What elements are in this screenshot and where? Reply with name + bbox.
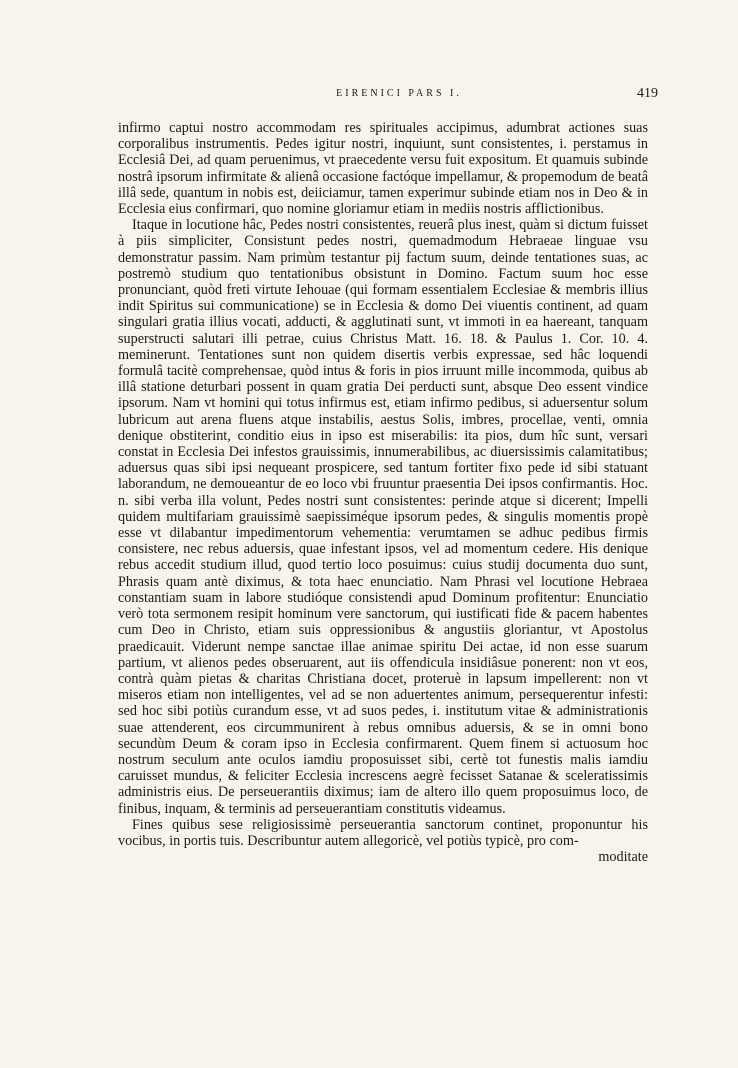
page-header: [120, 88, 658, 108]
paragraph-2: Itaque in locutione hâc, Pedes nostri consistentes, reuerâ plus inest, quàm si dictum fuisset à piis simpliciter, Consistunt pedes nostri, quemadmodum Hebraeae linguae vsu demonstratur passim. Nam primùm testantur pij factum suum, deinde tentationes suas, ac postremò studium quo tentationibus obsistunt in Domino. Factum suum hoc esse pronunciant, quòd freti virtute Iehouae (qui formam essentialem Ecclesiae & membris illius indit Spiritus sui communicatione) se in Ecclesia & domo Dei viuentis continent, ad quam singulari gratia illius vocati, adducti, & agglutinati sunt, vt immoti in ea haereant, tanquam superstructi salutari illi petrae, cuius Christus Matt. 16. 18. & Paulus 1. Cor. 10. 4. meminerunt. Tentationes sunt non quidem disertis verbis expressae, sed hâc loquendi formulâ tacitè comprehensae, quòd intus & foris in pios irruunt mille incommoda, quibus ab illâ statione deturbari possent in quam gratia Dei perducti sunt, absque Deo essent vindice ipsorum. Nam vt homini qui totus infirmus est, etiam infirmo pedibus, si aduersentur solum lubricum aut arena fluens atque instabilis, aestus Solis, imbres, procellae, venti, omnia denique obstiterint, conditio eius in ipso est miserabilis: ita pios, dum hîc sunt, versari constat in Ecclesia Dei infestos grauissimis, innumerabilibus, ac diuersissimis calamitatibus; aduersus quas sibi ipsi nequeant prospicere, sed tantum fortiter fixo pede id sibi statuant laborandum, ne demoueantur de eo loco vbi fruuntur praesentia Dei ipsos confirmantis. Hoc. n. sibi verba illa volunt, Pedes nostri sunt consistentes: perinde atque si dicerent; Impelli quidem multifariam grauissimè saepissiméque ipsorum pedes, & singulis momentis propè esse vt dilabantur impedimentorum vehementia: verumtamen se adhuc pedibus firmis consistere, nec rebus aduersis, quae infestant ipsos, vel ad momentum cedere. His denique rebus accedit studium illud, quod tertio loco posuimus: cuius studij documenta duo sunt, Phrasis quam antè diximus, & tota haec enunciatio. Nam Phrasi vel locutione Hebraea constantiam suam in labore studióque consistendi apud Dominum profitentur: Enunciatio verò tota sermonem resipit hominum vere sanctorum, qui iustificati fide & pacem habentes cum Deo in Christo, etiam suis oppressionibus & angustiis gloriantur, vt Apostolus praedicauit. Viderunt nempe sanctae illae animae spiritu Dei actae, id non esse suarum partium, vt alienos pedes obseruarent, aut iis offendicula insidiâsue ponerent: non vt eos, contrà quàm pietas & charitas Christiana docet, proteruè in lapsum impellerent: non vt miseros etiam non intelligentes, vel ad se non aduertentes animum, persequerentur infesti: sed hoc sibi potiùs curandum esse, vt ad suos pedes, i. institutum vitae & administrationis suae attenderent, eos circummunirent à rebus omnibus aduersis, & se in omni bono secundùm Deum & coram ipso in Ecclesia confirmarent. Quem finem si actuosum hoc nostrum seculum ante oculos iamdiu proposuisset sibi, certè tot funestis malis iamdiu caruisset mundus, & feliciter Ecclesia increscens aegrè fecisset Satanae & sceleratissimis administris eius. De perseuerantiis diximus; iam de altero illo quem proposuimus loco, de finibus, inquam, & terminis ad perseuerantiam constitutis videamus.: [118, 217, 648, 817]
paragraph-3: Fines quibus sese religiosissimè perseuerantia sanctorum continet, proponuntur his vocibus, in portis tuis. Describuntur autem allegoricè, vel potiùs typicè, pro com-: [118, 816, 648, 849]
paragraph-1: infirmo captui nostro accommodam res spirituales accipimus, adumbrat actiones suas corporalibus instrumentis. Pedes igitur nostri, inquiunt, sunt consistentes, i. perstamus in Ecclesiâ Dei, ad quam peruenimus, vt praecedente versu fuit expositum. Et quamuis subinde nostrâ ipsorum infirmitate & alienâ occasione factóque impellamur, & propemodum de beatâ illâ sede, quantum in nobis est, deiiciamur, tamen experimur subinde etiam nos in Deo & in Ecclesia eius confirmari, quo nomine gloriamur etiam in mediis nostris afflictionibus.: [118, 120, 648, 218]
body-text: [118, 120, 648, 865]
trailing-word: moditate: [598, 849, 648, 866]
page-number: 419: [637, 86, 658, 101]
running-title: EIRENICI PARS I.: [336, 88, 462, 99]
